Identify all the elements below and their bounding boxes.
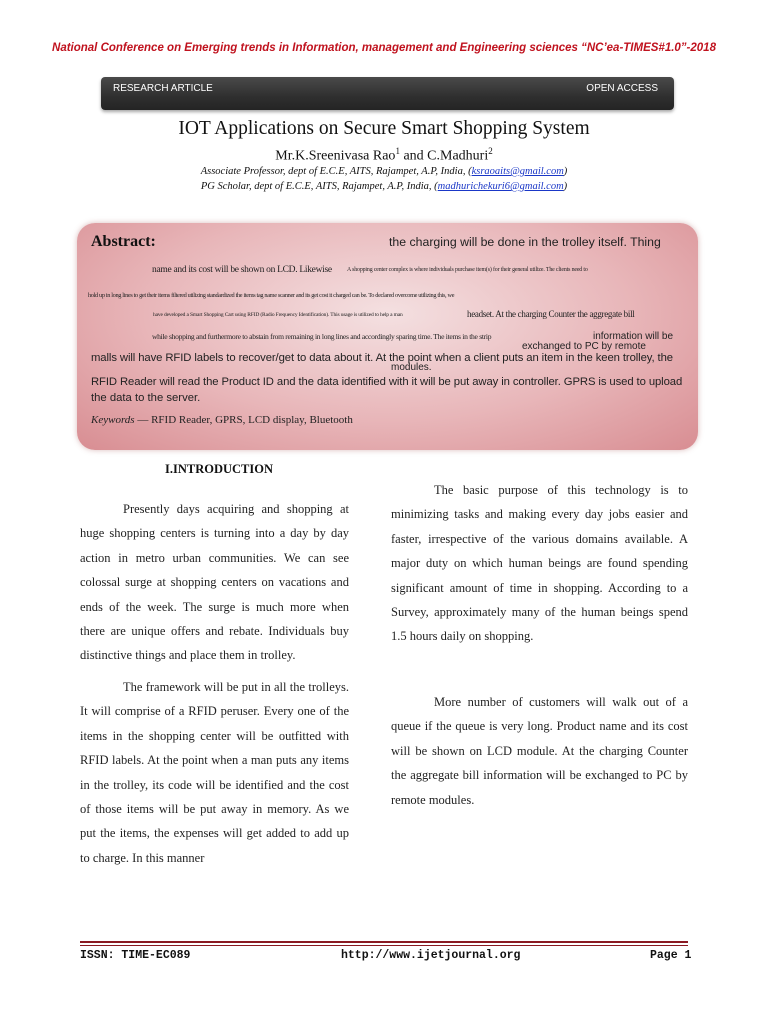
introduction-heading: I.INTRODUCTION [165,462,274,476]
research-article-label: RESEARCH ARTICLE [113,83,213,94]
keywords-line [91,414,353,426]
abstract-line-8: the data to the server. [91,392,201,404]
footer-rule-thick [80,941,688,943]
footer-issn: ISSN: TIME-EC089 [80,949,191,962]
abstract-line-2b: A shopping center complex is where individuals purchase item(s) for their general utilize. The clients need to [347,267,588,273]
abstract-line-5b: information will be [593,331,674,342]
affiliation-2-text: PG Scholar, dept of E.C.E, AITS, Rajampet, A.P, India, ( [200,181,438,192]
author-2-sup: 2 [488,146,493,156]
affiliation-2 [0,181,768,192]
abstract-line-5d: modules. [391,362,432,373]
keywords-text: — RFID Reader, GPRS, LCD display, Bluetooth [134,414,353,426]
right-column-paragraph-1 [391,478,688,649]
footer-rule-thin [80,945,688,946]
left-column-paragraph-1 [80,497,349,668]
keywords-label: Keywords [91,414,135,426]
footer-page: Page 1 [650,949,692,962]
author-1: Mr.K.Sreenivasa Rao [275,148,396,164]
author-1-sup: 1 [395,146,400,156]
abstract-line-1: the charging will be done in the trolley itself. Thing [389,235,661,249]
intro-left-p1: Presently days acquiring and shopping at huge shopping centers is turning into a day by day action in metro urban communities. We can see colossal surge at shopping centers on vacations and ends of the week. The surge is much more when there are unique offers and rebate. Individuals buy distinctive things and place them in trolley. [80,502,349,663]
abstract-heading: Abstract: [91,233,156,250]
left-column-paragraph-2 [80,675,349,870]
paper-title: IOT Applications on Secure Smart Shopping System [178,118,590,139]
email-link-1[interactable]: ksraoaits@gmail.com [471,166,564,177]
conference-header: National Conference on Emerging trends in Information, management and Engineering sciences “NC’ea-TIMES#1.0”-2018 [52,42,716,54]
abstract-line-4b: headset. At the charging Counter the aggregate bill [467,309,635,319]
author-2: and C.Madhuri [399,148,489,164]
intro-right-p1: The basic purpose of this technology is to minimizing tasks and making every day jobs easier and faster, irrespective of the various domains available. A major duty on which human beings are found spending significant amount of time in shopping. According to a Survey, approximately many of the human beings spend 1.5 hours daily on shopping. [391,483,688,644]
abstract-line-3: hold up in long lines to get their items filtered utilizing standardized the items tag name scanner and its get cost it charged can be. To declared overcome utilizing this, we [88,292,455,299]
abstract-line-6: malls will have RFID labels to recover/get to data about it. At the point when a client puts an item in the keen trolley, the [91,352,673,364]
abstract-line-4a: have developed a Smart Shopping Cart using RFID (Radio Frequency Identification). This usage is utilized to help a man [153,312,403,318]
footer-url[interactable]: http://www.ijetjournal.org [341,949,521,962]
intro-left-p2: The framework will be put in all the trolleys. It will comprise of a RFID peruser. Every one of the items in the shopping center will be outfitted with RFID labels. At the point when a man puts any items in the trolley, its code will be identified and the cost of those items will be put away in memory. As we put the items, the expenses will get added to add up to charge. In this manner [80,680,349,865]
affiliation-2-close: ) [563,181,568,192]
intro-right-p2: More number of customers will walk out of a queue if the queue is very long. Product name and its cost will be shown on LCD module. At the charging Counter the aggregate bill information will be exchanged to PC by remote modules. [391,695,688,807]
affiliation-1 [0,166,768,177]
article-banner [101,77,674,110]
abstract-line-5a: while shopping and furthermore to abstain from remaining in long lines and accordingly sparing time. The items in the strip [152,332,492,341]
open-access-label: OPEN ACCESS [586,83,658,94]
abstract-line-2a: name and its cost will be shown on LCD. Likewise [152,265,332,275]
abstract-line-5c: exchanged to PC by remote [522,341,646,352]
abstract-line-7: RFID Reader will read the Product ID and the data identified with it will be put away in controller. GPRS is used to upload [91,376,683,388]
affiliation-1-text: Associate Professor, dept of E.C.E, AITS, Rajampet, A.P, India, ( [200,166,472,177]
affiliation-1-close: ) [563,166,568,177]
right-column-paragraph-2 [391,690,688,812]
author-line [0,146,768,165]
email-link-2[interactable]: madhurichekuri6@gmail.com [437,181,564,192]
